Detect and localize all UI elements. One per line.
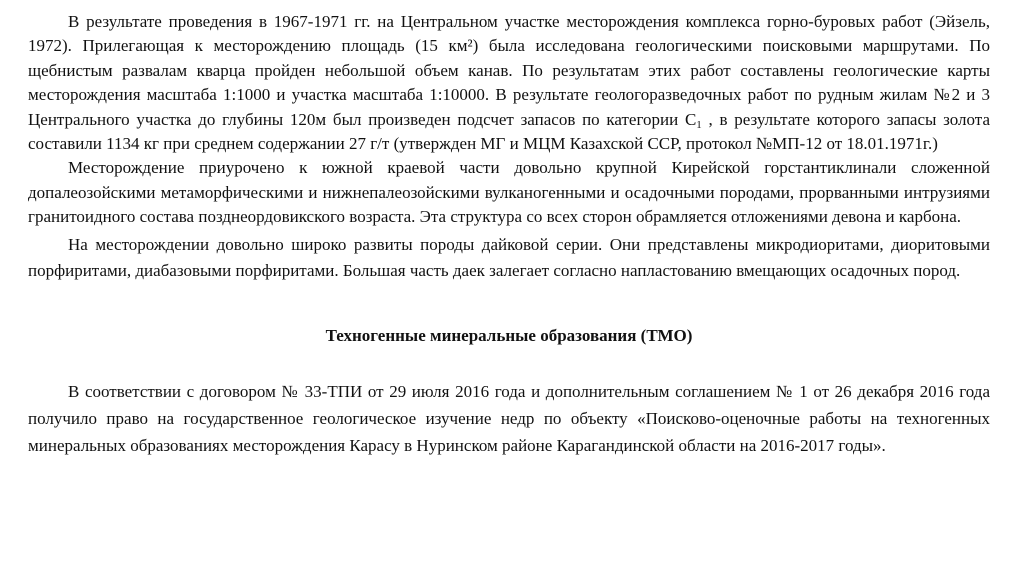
paragraph-contract: В соответствии с договором № 33-ТПИ от 29 июля 2016 года и дополнительным соглашением № 1 от 26 декабря 2016 года получило право на государственное геологическое изучение недр по объекту «Поисково-оценочные работы на техногенных минеральных образованиях месторождения Карасу в Нуринском районе Карагандинской области на 2016-2017 годы». bbox=[28, 381, 990, 455]
paragraph-dikes: На месторождении довольно широко развиты породы дайковой серии. Они представлены микродиоритами, диоритовыми порфиритами, диабазовыми порфиритами. Большая часть даек залегает согласно напластованию вмещающих осадочных пород. bbox=[28, 234, 990, 280]
paragraph-exploration-history bbox=[28, 10, 990, 156]
category-subscript: 1 bbox=[696, 118, 702, 131]
section-heading: Техногенные минеральные образования (ТМО) bbox=[325, 325, 693, 345]
paragraph-1-text: В результате проведения в 1967-1971 гг. на Центральном участке месторождения комплекса горно-буровых работ (Эйзель, 1972). Прилегающая к месторождению площадь (15 км²) была исследована геологическими поисковыми маршрутами. По щебнистым развалам кварца пройден небольшой объем канав. По результатам этих работ составлены геологические карты месторождения масштаба 1:1000 и участка масштаба 1:10000. В результате геологоразведочных работ по рудным жилам №2 и 3 Центрального участка до глубины 120м был произведен подсчет запасов по категории С bbox=[28, 12, 990, 129]
paragraph-geology: Месторождение приурочено к южной краевой части довольно крупной Кирейской горстантиклинали сложенной допалеозойскими метаморфическими и нижнепалеозойскими вулканогенными и осадочными породами, прорванными интрузиями гранитоидного состава позднеордовикского возраста. Эта структура со всех сторон обрамляется отложениями девона и карбона. bbox=[28, 158, 990, 227]
document-page bbox=[28, 10, 990, 459]
paragraph-1-text-continued: , в результате которого запасы золота составили 1134 кг при среднем содержании 27 г/т (утвержден МГ и МЦМ Казахской ССР, протокол №МП-12 от 18.01.1971г.) bbox=[28, 109, 990, 154]
